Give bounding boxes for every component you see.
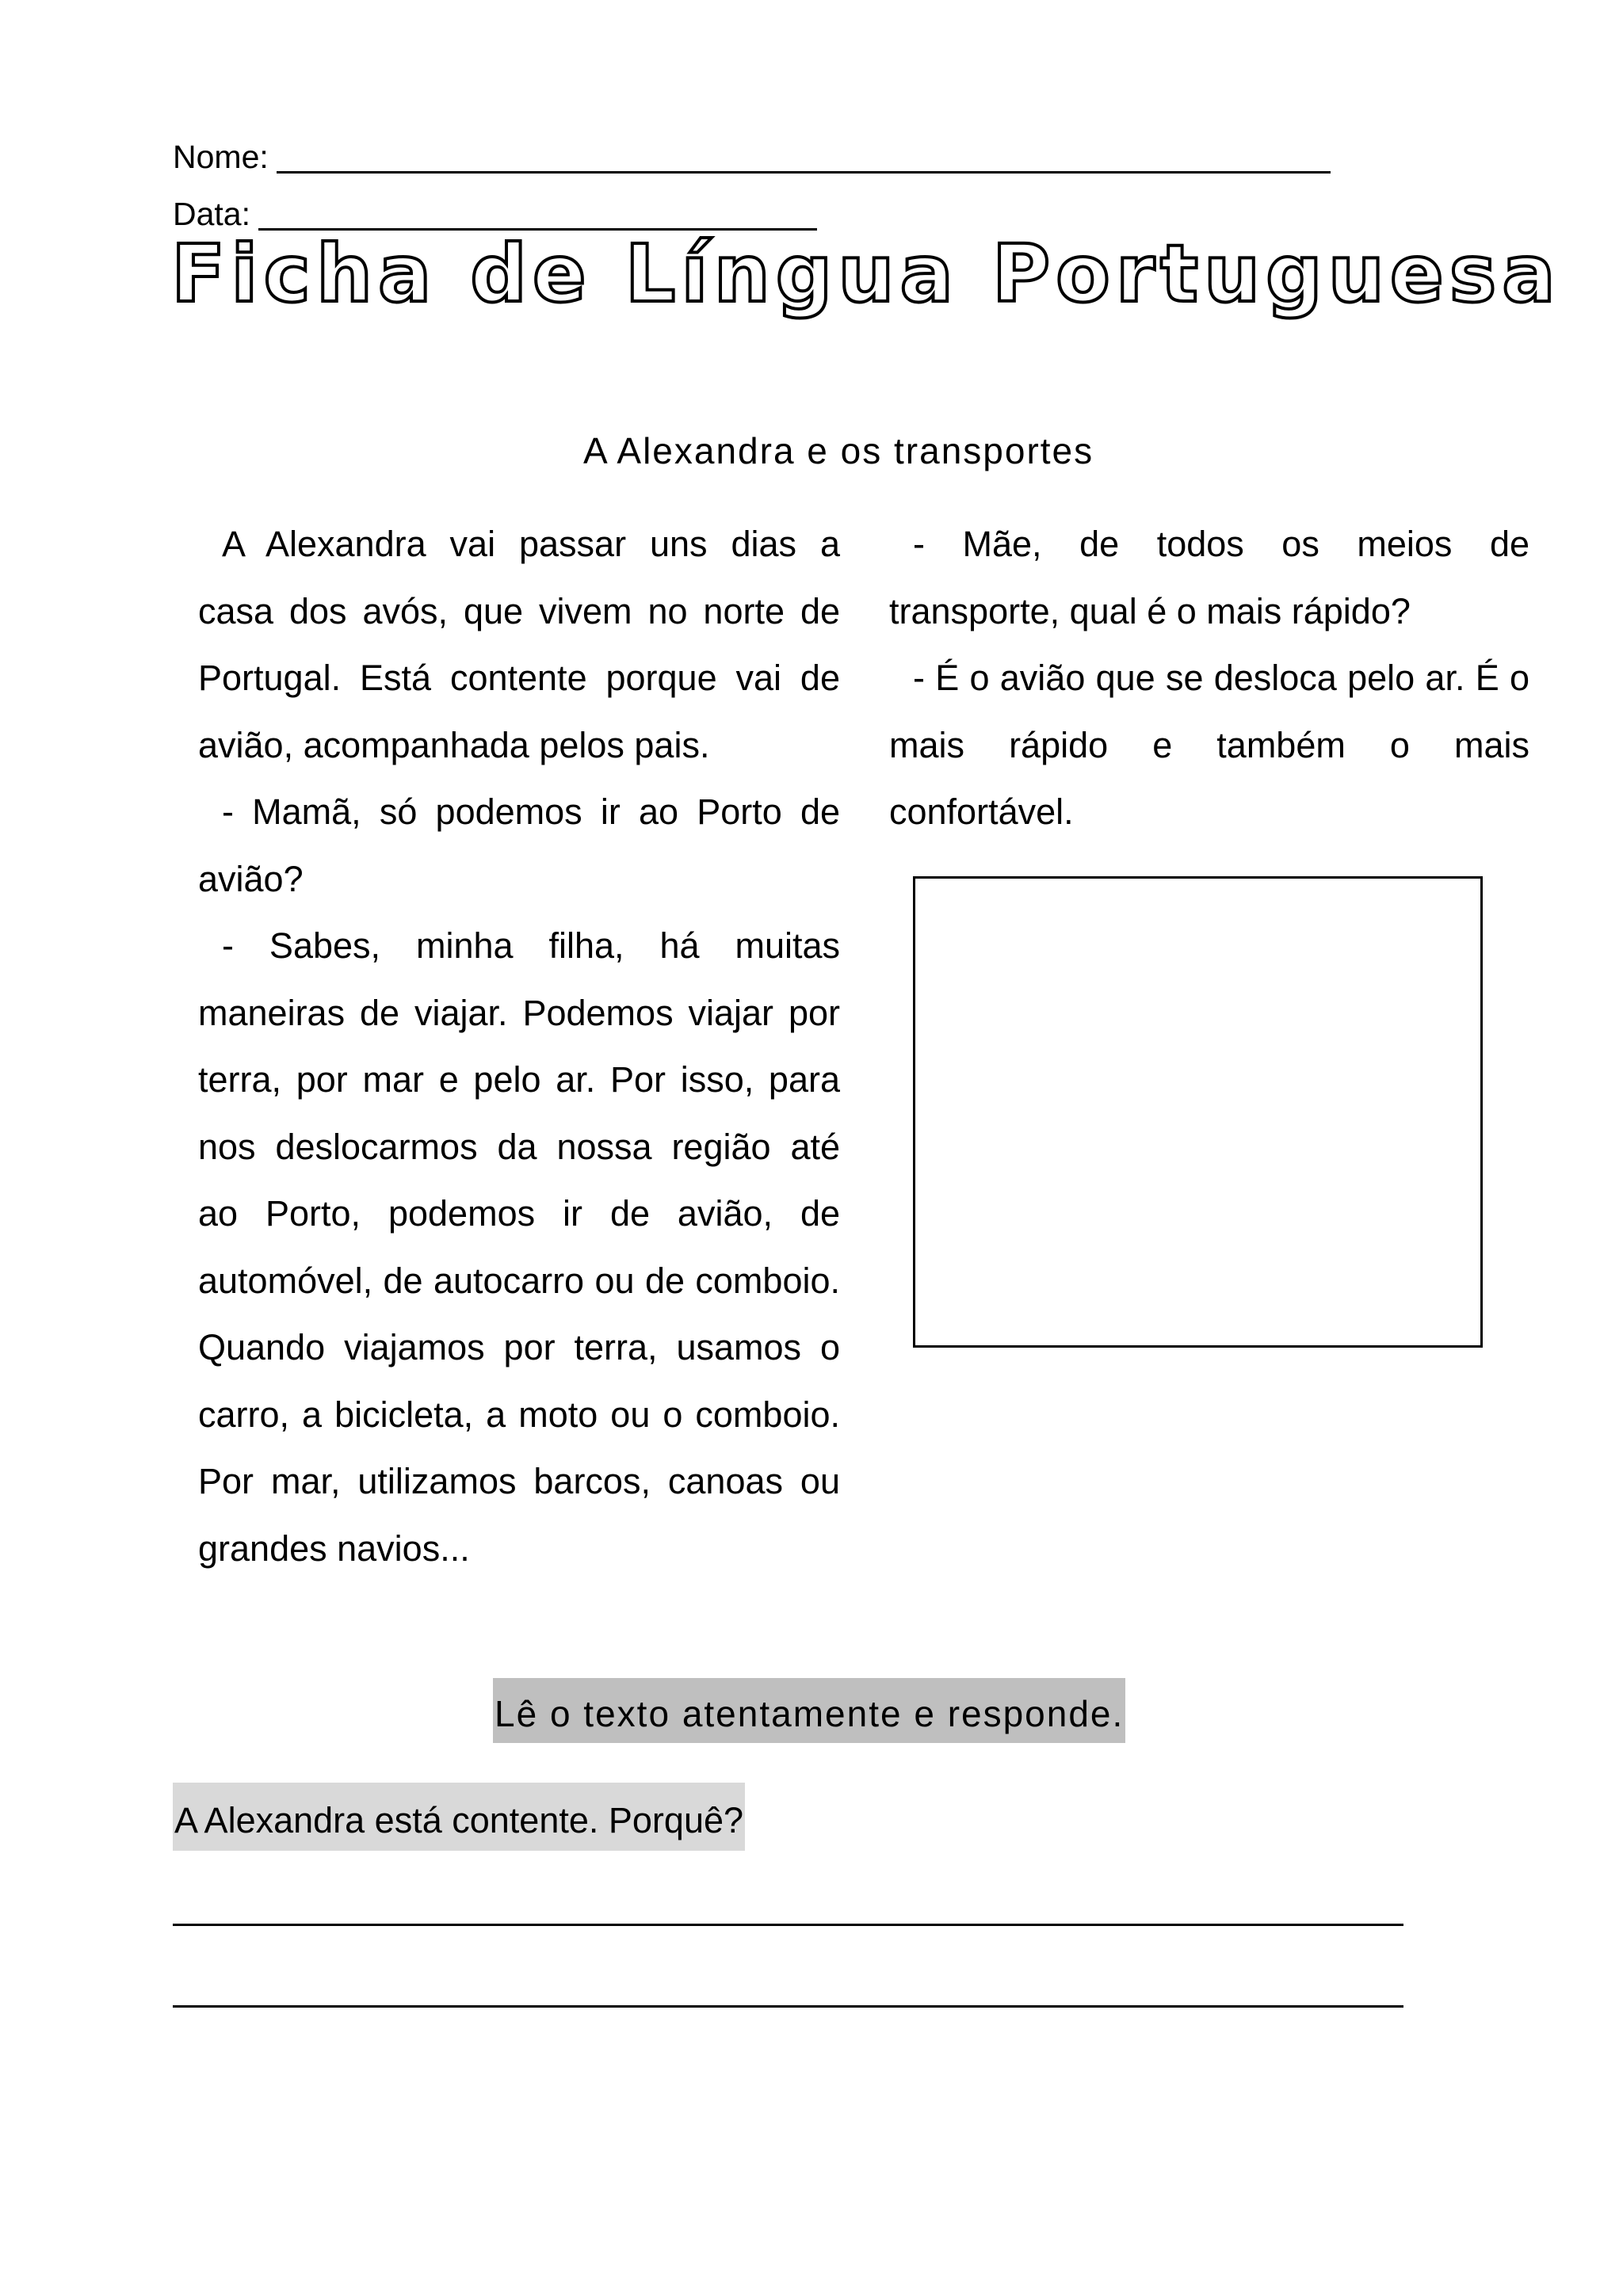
story-right-column xyxy=(889,511,1529,846)
answer-line[interactable] xyxy=(173,1924,1403,1926)
answer-line[interactable] xyxy=(173,2005,1403,2008)
story-paragraph: - Sabes, minha filha, há muitas maneiras de viajar. Podemos viajar por terra, por mar e pelo ar. Por isso, para nos deslocarmos da nossa região até ao Porto, podemos ir de avião, de automóvel, de autocarro ou de comboio. Quando viajamos por terra, usamos o carro, a bicicleta, a moto ou o comboio. Por mar, utilizamos barcos, canoas ou grandes navios... xyxy=(198,925,840,1569)
name-label: Nome: xyxy=(173,139,269,175)
story-paragraph: - Mamã, só podemos ir ao Porto de avião? xyxy=(198,791,840,899)
name-blank-line[interactable] xyxy=(277,147,1331,174)
story-paragraph: - Mãe, de todos os meios de transporte, qual é o mais rápido? xyxy=(889,524,1529,631)
story-paragraph: A Alexandra vai passar uns dias a casa dos avós, que vivem no norte de Portugal. Está contente porque vai de avião, acompanhada pelos pais. xyxy=(198,524,840,765)
story-heading: A Alexandra e os transportes xyxy=(583,430,1094,471)
question-text: A Alexandra está contente. Porquê? xyxy=(173,1783,745,1851)
drawing-box[interactable] xyxy=(913,876,1483,1348)
name-field[interactable] xyxy=(173,141,1331,174)
story-paragraph: - É o avião que se desloca pelo ar. É o mais rápido e também o mais confortável. xyxy=(889,658,1529,832)
worksheet-title: Ficha de Língua Portuguesa xyxy=(171,227,1561,320)
story-left-column xyxy=(198,511,840,1582)
date-field[interactable] xyxy=(173,198,817,231)
date-label: Data: xyxy=(173,196,250,232)
instruction-banner: Lê o texto atentamente e responde. xyxy=(493,1678,1125,1743)
